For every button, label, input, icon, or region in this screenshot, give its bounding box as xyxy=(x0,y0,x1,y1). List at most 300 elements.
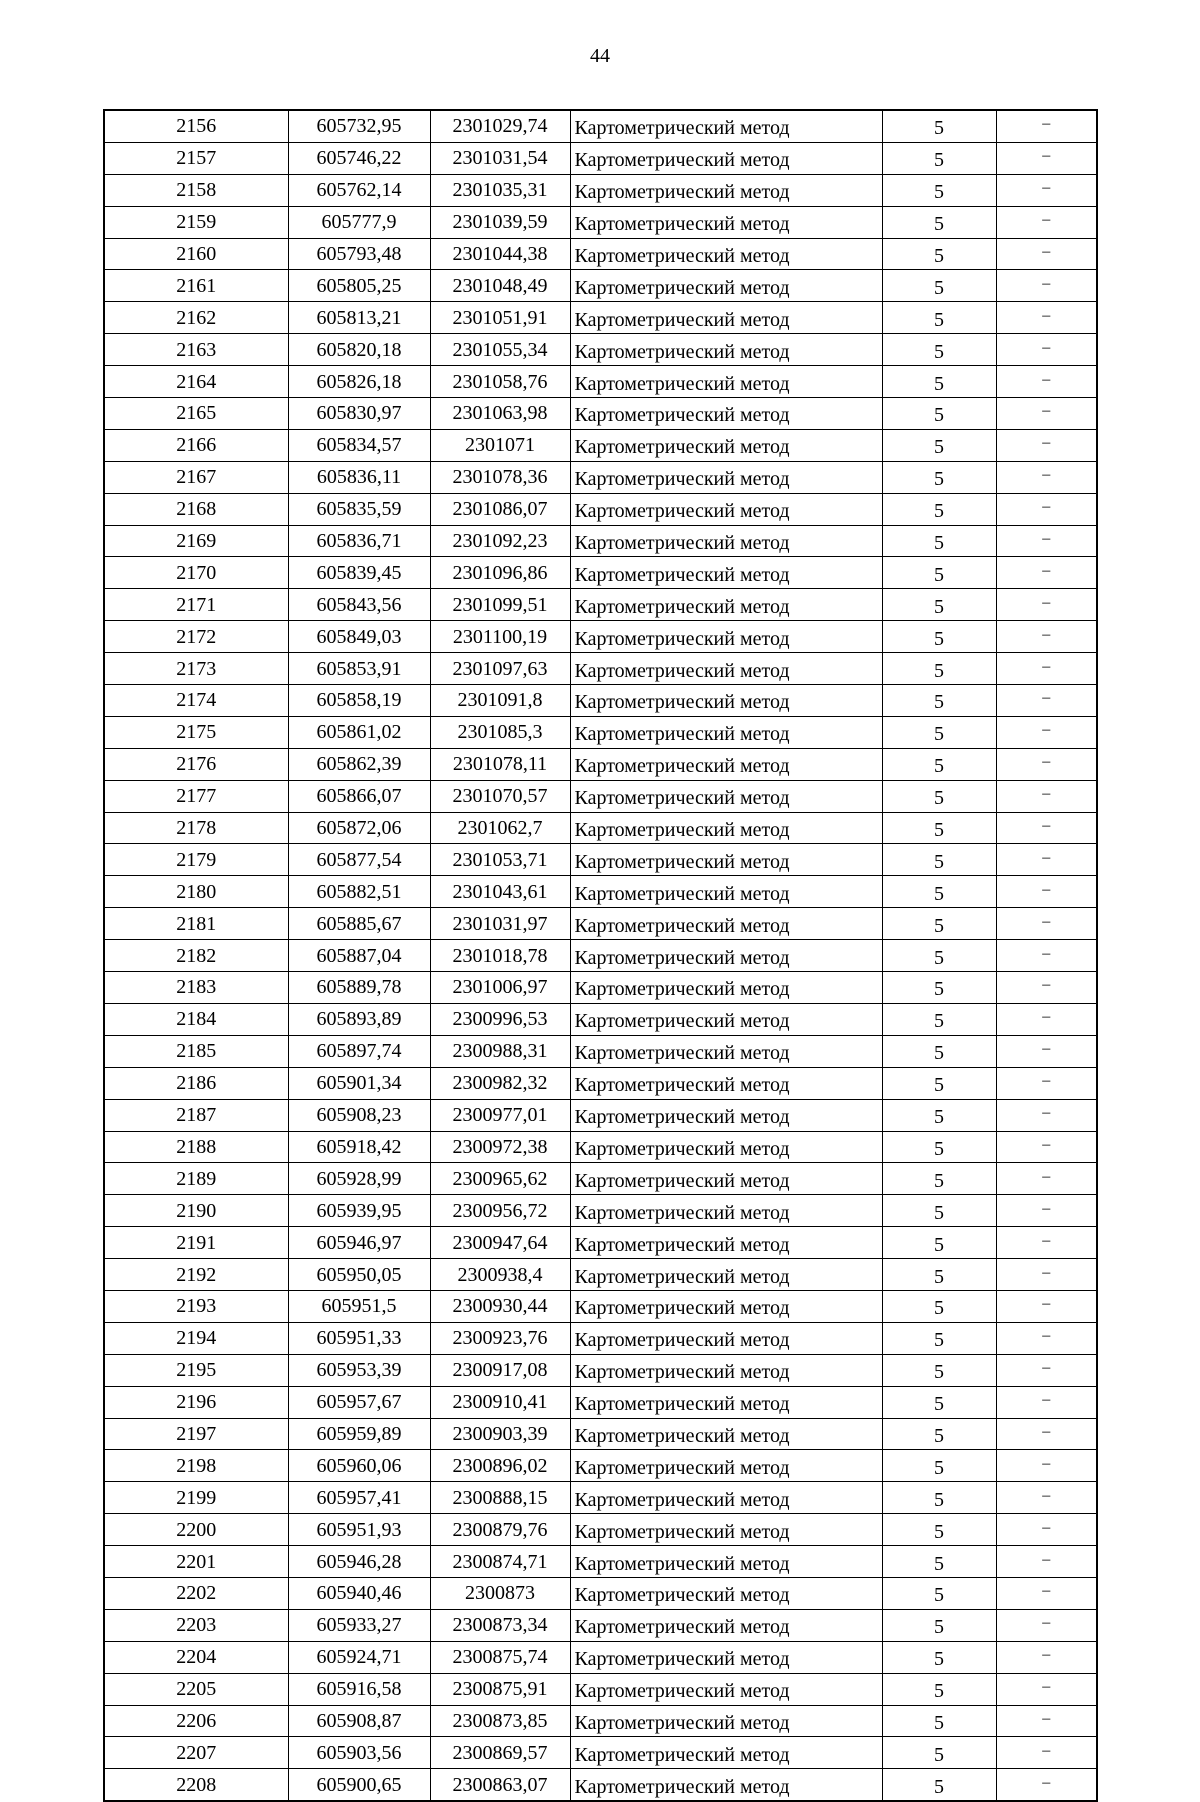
x-coordinate-cell: 605866,07 xyxy=(288,780,430,812)
table-row xyxy=(104,398,1097,430)
x-coordinate-cell: 605901,34 xyxy=(288,1067,430,1099)
precision-cell: 5 xyxy=(882,557,996,589)
precision-cell: 5 xyxy=(882,1769,996,1801)
method-cell: Картометрический метод xyxy=(570,1705,882,1737)
description-cell: – xyxy=(996,1195,1097,1227)
description-cell: – xyxy=(996,493,1097,525)
description-cell: – xyxy=(996,716,1097,748)
y-coordinate-cell: 2301043,61 xyxy=(430,876,570,908)
x-coordinate-cell: 605897,74 xyxy=(288,1035,430,1067)
x-coordinate-cell: 605908,23 xyxy=(288,1099,430,1131)
table-row xyxy=(104,1067,1097,1099)
point-number-cell: 2159 xyxy=(104,206,288,238)
y-coordinate-cell: 2300910,41 xyxy=(430,1386,570,1418)
table-row xyxy=(104,1737,1097,1769)
point-number-cell: 2168 xyxy=(104,493,288,525)
table-row xyxy=(104,461,1097,493)
table-row xyxy=(104,748,1097,780)
point-number-cell: 2195 xyxy=(104,1354,288,1386)
point-number-cell: 2194 xyxy=(104,1322,288,1354)
y-coordinate-cell: 2301071 xyxy=(430,429,570,461)
description-cell: – xyxy=(996,940,1097,972)
y-coordinate-cell: 2301086,07 xyxy=(430,493,570,525)
method-cell: Картометрический метод xyxy=(570,238,882,270)
y-coordinate-cell: 2300917,08 xyxy=(430,1354,570,1386)
table-row xyxy=(104,1514,1097,1546)
description-cell: – xyxy=(996,525,1097,557)
x-coordinate-cell: 605793,48 xyxy=(288,238,430,270)
description-cell: – xyxy=(996,1067,1097,1099)
table-row xyxy=(104,1195,1097,1227)
table-row xyxy=(104,1418,1097,1450)
precision-cell: 5 xyxy=(882,302,996,334)
method-cell: Картометрический метод xyxy=(570,557,882,589)
y-coordinate-cell: 2301031,54 xyxy=(430,142,570,174)
precision-cell: 5 xyxy=(882,1322,996,1354)
table-row xyxy=(104,653,1097,685)
table-row xyxy=(104,174,1097,206)
precision-cell: 5 xyxy=(882,1514,996,1546)
y-coordinate-cell: 2300977,01 xyxy=(430,1099,570,1131)
description-cell: – xyxy=(996,1322,1097,1354)
y-coordinate-cell: 2300873 xyxy=(430,1577,570,1609)
y-coordinate-cell: 2301044,38 xyxy=(430,238,570,270)
method-cell: Картометрический метод xyxy=(570,653,882,685)
table-row xyxy=(104,1705,1097,1737)
precision-cell: 5 xyxy=(882,1035,996,1067)
point-number-cell: 2160 xyxy=(104,238,288,270)
x-coordinate-cell: 605853,91 xyxy=(288,653,430,685)
precision-cell: 5 xyxy=(882,1577,996,1609)
precision-cell: 5 xyxy=(882,812,996,844)
precision-cell: 5 xyxy=(882,142,996,174)
y-coordinate-cell: 2300873,85 xyxy=(430,1705,570,1737)
point-number-cell: 2179 xyxy=(104,844,288,876)
precision-cell: 5 xyxy=(882,589,996,621)
table-row xyxy=(104,270,1097,302)
x-coordinate-cell: 605835,59 xyxy=(288,493,430,525)
method-cell: Картометрический метод xyxy=(570,1577,882,1609)
description-cell: – xyxy=(996,1354,1097,1386)
point-number-cell: 2181 xyxy=(104,908,288,940)
y-coordinate-cell: 2301078,11 xyxy=(430,748,570,780)
point-number-cell: 2199 xyxy=(104,1482,288,1514)
point-number-cell: 2163 xyxy=(104,334,288,366)
description-cell: – xyxy=(996,748,1097,780)
precision-cell: 5 xyxy=(882,429,996,461)
method-cell: Картометрический метод xyxy=(570,1641,882,1673)
x-coordinate-cell: 605834,57 xyxy=(288,429,430,461)
x-coordinate-cell: 605732,95 xyxy=(288,110,430,142)
point-number-cell: 2173 xyxy=(104,653,288,685)
x-coordinate-cell: 605957,67 xyxy=(288,1386,430,1418)
y-coordinate-cell: 2301097,63 xyxy=(430,653,570,685)
point-number-cell: 2200 xyxy=(104,1514,288,1546)
precision-cell: 5 xyxy=(882,621,996,653)
x-coordinate-cell: 605836,71 xyxy=(288,525,430,557)
x-coordinate-cell: 605928,99 xyxy=(288,1163,430,1195)
x-coordinate-cell: 605959,89 xyxy=(288,1418,430,1450)
precision-cell: 5 xyxy=(882,748,996,780)
precision-cell: 5 xyxy=(882,716,996,748)
y-coordinate-cell: 2300869,57 xyxy=(430,1737,570,1769)
x-coordinate-cell: 605889,78 xyxy=(288,972,430,1004)
description-cell: – xyxy=(996,1259,1097,1291)
table-row xyxy=(104,525,1097,557)
table-row xyxy=(104,206,1097,238)
method-cell: Картометрический метод xyxy=(570,525,882,557)
point-number-cell: 2156 xyxy=(104,110,288,142)
description-cell: – xyxy=(996,238,1097,270)
point-number-cell: 2191 xyxy=(104,1227,288,1259)
precision-cell: 5 xyxy=(882,1099,996,1131)
table-row xyxy=(104,1259,1097,1291)
y-coordinate-cell: 2301029,74 xyxy=(430,110,570,142)
precision-cell: 5 xyxy=(882,1673,996,1705)
point-number-cell: 2164 xyxy=(104,366,288,398)
table-row xyxy=(104,972,1097,1004)
y-coordinate-cell: 2300947,64 xyxy=(430,1227,570,1259)
point-number-cell: 2172 xyxy=(104,621,288,653)
description-cell: – xyxy=(996,589,1097,621)
y-coordinate-cell: 2300879,76 xyxy=(430,1514,570,1546)
table-row xyxy=(104,908,1097,940)
table-row xyxy=(104,1099,1097,1131)
method-cell: Картометрический метод xyxy=(570,1673,882,1705)
point-number-cell: 2204 xyxy=(104,1641,288,1673)
description-cell: – xyxy=(996,1577,1097,1609)
description-cell: – xyxy=(996,461,1097,493)
point-number-cell: 2187 xyxy=(104,1099,288,1131)
point-number-cell: 2165 xyxy=(104,398,288,430)
table-row xyxy=(104,1227,1097,1259)
y-coordinate-cell: 2301062,7 xyxy=(430,812,570,844)
x-coordinate-cell: 605893,89 xyxy=(288,1003,430,1035)
x-coordinate-cell: 605836,11 xyxy=(288,461,430,493)
precision-cell: 5 xyxy=(882,1705,996,1737)
table-row xyxy=(104,1546,1097,1578)
x-coordinate-cell: 605849,03 xyxy=(288,621,430,653)
point-number-cell: 2174 xyxy=(104,685,288,717)
description-cell: – xyxy=(996,972,1097,1004)
point-number-cell: 2167 xyxy=(104,461,288,493)
x-coordinate-cell: 605940,46 xyxy=(288,1577,430,1609)
method-cell: Картометрический метод xyxy=(570,1354,882,1386)
description-cell: – xyxy=(996,1099,1097,1131)
method-cell: Картометрический метод xyxy=(570,1386,882,1418)
method-cell: Картометрический метод xyxy=(570,302,882,334)
method-cell: Картометрический метод xyxy=(570,908,882,940)
x-coordinate-cell: 605918,42 xyxy=(288,1131,430,1163)
table-row xyxy=(104,1577,1097,1609)
table-row xyxy=(104,1290,1097,1322)
point-number-cell: 2170 xyxy=(104,557,288,589)
table-row xyxy=(104,1641,1097,1673)
y-coordinate-cell: 2301063,98 xyxy=(430,398,570,430)
x-coordinate-cell: 605933,27 xyxy=(288,1609,430,1641)
y-coordinate-cell: 2300996,53 xyxy=(430,1003,570,1035)
point-number-cell: 2166 xyxy=(104,429,288,461)
y-coordinate-cell: 2300873,34 xyxy=(430,1609,570,1641)
method-cell: Картометрический метод xyxy=(570,876,882,908)
table-row xyxy=(104,621,1097,653)
table-row xyxy=(104,110,1097,142)
method-cell: Картометрический метод xyxy=(570,1003,882,1035)
y-coordinate-cell: 2300874,71 xyxy=(430,1546,570,1578)
precision-cell: 5 xyxy=(882,366,996,398)
y-coordinate-cell: 2301051,91 xyxy=(430,302,570,334)
method-cell: Картометрический метод xyxy=(570,493,882,525)
y-coordinate-cell: 2300896,02 xyxy=(430,1450,570,1482)
precision-cell: 5 xyxy=(882,653,996,685)
y-coordinate-cell: 2301018,78 xyxy=(430,940,570,972)
point-number-cell: 2188 xyxy=(104,1131,288,1163)
y-coordinate-cell: 2300923,76 xyxy=(430,1322,570,1354)
point-number-cell: 2190 xyxy=(104,1195,288,1227)
x-coordinate-cell: 605953,39 xyxy=(288,1354,430,1386)
x-coordinate-cell: 605939,95 xyxy=(288,1195,430,1227)
point-number-cell: 2186 xyxy=(104,1067,288,1099)
method-cell: Картометрический метод xyxy=(570,780,882,812)
method-cell: Картометрический метод xyxy=(570,1099,882,1131)
x-coordinate-cell: 605951,33 xyxy=(288,1322,430,1354)
method-cell: Картометрический метод xyxy=(570,1609,882,1641)
description-cell: – xyxy=(996,621,1097,653)
y-coordinate-cell: 2301048,49 xyxy=(430,270,570,302)
description-cell: – xyxy=(996,844,1097,876)
method-cell: Картометрический метод xyxy=(570,1514,882,1546)
x-coordinate-cell: 605826,18 xyxy=(288,366,430,398)
x-coordinate-cell: 605861,02 xyxy=(288,716,430,748)
point-number-cell: 2183 xyxy=(104,972,288,1004)
description-cell: – xyxy=(996,1482,1097,1514)
precision-cell: 5 xyxy=(882,1067,996,1099)
description-cell: – xyxy=(996,206,1097,238)
precision-cell: 5 xyxy=(882,1482,996,1514)
method-cell: Картометрический метод xyxy=(570,142,882,174)
table-row xyxy=(104,940,1097,972)
y-coordinate-cell: 2301055,34 xyxy=(430,334,570,366)
point-number-cell: 2193 xyxy=(104,1290,288,1322)
method-cell: Картометрический метод xyxy=(570,748,882,780)
method-cell: Картометрический метод xyxy=(570,716,882,748)
table-row xyxy=(104,1354,1097,1386)
y-coordinate-cell: 2301100,19 xyxy=(430,621,570,653)
description-cell: – xyxy=(996,812,1097,844)
description-cell: – xyxy=(996,1705,1097,1737)
method-cell: Картометрический метод xyxy=(570,1067,882,1099)
y-coordinate-cell: 2301091,8 xyxy=(430,685,570,717)
point-number-cell: 2206 xyxy=(104,1705,288,1737)
table-row xyxy=(104,589,1097,621)
precision-cell: 5 xyxy=(882,1386,996,1418)
table-row xyxy=(104,1131,1097,1163)
method-cell: Картометрический метод xyxy=(570,972,882,1004)
description-cell: – xyxy=(996,1450,1097,1482)
precision-cell: 5 xyxy=(882,1546,996,1578)
y-coordinate-cell: 2301053,71 xyxy=(430,844,570,876)
method-cell: Картометрический метод xyxy=(570,366,882,398)
point-number-cell: 2207 xyxy=(104,1737,288,1769)
precision-cell: 5 xyxy=(882,1418,996,1450)
y-coordinate-cell: 2300956,72 xyxy=(430,1195,570,1227)
method-cell: Картометрический метод xyxy=(570,621,882,653)
method-cell: Картометрический метод xyxy=(570,940,882,972)
description-cell: – xyxy=(996,1641,1097,1673)
precision-cell: 5 xyxy=(882,876,996,908)
point-number-cell: 2203 xyxy=(104,1609,288,1641)
table-row xyxy=(104,1450,1097,1482)
method-cell: Картометрический метод xyxy=(570,270,882,302)
y-coordinate-cell: 2301058,76 xyxy=(430,366,570,398)
precision-cell: 5 xyxy=(882,1003,996,1035)
point-number-cell: 2178 xyxy=(104,812,288,844)
y-coordinate-cell: 2300972,38 xyxy=(430,1131,570,1163)
method-cell: Картометрический метод xyxy=(570,429,882,461)
x-coordinate-cell: 605887,04 xyxy=(288,940,430,972)
precision-cell: 5 xyxy=(882,780,996,812)
precision-cell: 5 xyxy=(882,334,996,366)
x-coordinate-cell: 605872,06 xyxy=(288,812,430,844)
y-coordinate-cell: 2300888,15 xyxy=(430,1482,570,1514)
description-cell: – xyxy=(996,1003,1097,1035)
description-cell: – xyxy=(996,398,1097,430)
point-number-cell: 2177 xyxy=(104,780,288,812)
y-coordinate-cell: 2301099,51 xyxy=(430,589,570,621)
method-cell: Картометрический метод xyxy=(570,1131,882,1163)
method-cell: Картометрический метод xyxy=(570,685,882,717)
precision-cell: 5 xyxy=(882,1195,996,1227)
point-number-cell: 2175 xyxy=(104,716,288,748)
x-coordinate-cell: 605924,71 xyxy=(288,1641,430,1673)
x-coordinate-cell: 605877,54 xyxy=(288,844,430,876)
description-cell: – xyxy=(996,1673,1097,1705)
x-coordinate-cell: 605908,87 xyxy=(288,1705,430,1737)
table-row xyxy=(104,238,1097,270)
x-coordinate-cell: 605839,45 xyxy=(288,557,430,589)
method-cell: Картометрический метод xyxy=(570,398,882,430)
table-row xyxy=(104,1003,1097,1035)
method-cell: Картометрический метод xyxy=(570,1290,882,1322)
table-row xyxy=(104,142,1097,174)
method-cell: Картометрический метод xyxy=(570,1322,882,1354)
table-row xyxy=(104,844,1097,876)
y-coordinate-cell: 2301070,57 xyxy=(430,780,570,812)
description-cell: – xyxy=(996,1546,1097,1578)
method-cell: Картометрический метод xyxy=(570,461,882,493)
method-cell: Картометрический метод xyxy=(570,174,882,206)
description-cell: – xyxy=(996,302,1097,334)
precision-cell: 5 xyxy=(882,525,996,557)
table-row xyxy=(104,876,1097,908)
point-number-cell: 2208 xyxy=(104,1769,288,1801)
point-number-cell: 2198 xyxy=(104,1450,288,1482)
x-coordinate-cell: 605777,9 xyxy=(288,206,430,238)
x-coordinate-cell: 605858,19 xyxy=(288,685,430,717)
x-coordinate-cell: 605885,67 xyxy=(288,908,430,940)
table-row xyxy=(104,366,1097,398)
point-number-cell: 2162 xyxy=(104,302,288,334)
table-row xyxy=(104,1769,1097,1801)
page-number: 44 xyxy=(590,45,610,67)
y-coordinate-cell: 2301085,3 xyxy=(430,716,570,748)
table-row xyxy=(104,1386,1097,1418)
y-coordinate-cell: 2301092,23 xyxy=(430,525,570,557)
x-coordinate-cell: 605951,93 xyxy=(288,1514,430,1546)
x-coordinate-cell: 605960,06 xyxy=(288,1450,430,1482)
method-cell: Картометрический метод xyxy=(570,589,882,621)
method-cell: Картометрический метод xyxy=(570,1195,882,1227)
point-number-cell: 2157 xyxy=(104,142,288,174)
x-coordinate-cell: 605830,97 xyxy=(288,398,430,430)
point-number-cell: 2196 xyxy=(104,1386,288,1418)
y-coordinate-cell: 2301031,97 xyxy=(430,908,570,940)
point-number-cell: 2169 xyxy=(104,525,288,557)
description-cell: – xyxy=(996,908,1097,940)
description-cell: – xyxy=(996,685,1097,717)
point-number-cell: 2202 xyxy=(104,1577,288,1609)
description-cell: – xyxy=(996,429,1097,461)
precision-cell: 5 xyxy=(882,908,996,940)
table-row xyxy=(104,1673,1097,1705)
method-cell: Картометрический метод xyxy=(570,1035,882,1067)
table-row xyxy=(104,429,1097,461)
coordinates-table-body xyxy=(104,110,1097,1801)
description-cell: – xyxy=(996,557,1097,589)
point-number-cell: 2189 xyxy=(104,1163,288,1195)
y-coordinate-cell: 2300903,39 xyxy=(430,1418,570,1450)
x-coordinate-cell: 605957,41 xyxy=(288,1482,430,1514)
table-row xyxy=(104,685,1097,717)
precision-cell: 5 xyxy=(882,1450,996,1482)
precision-cell: 5 xyxy=(882,1163,996,1195)
precision-cell: 5 xyxy=(882,461,996,493)
y-coordinate-cell: 2301078,36 xyxy=(430,461,570,493)
description-cell: – xyxy=(996,174,1097,206)
precision-cell: 5 xyxy=(882,972,996,1004)
description-cell: – xyxy=(996,1418,1097,1450)
table-row xyxy=(104,780,1097,812)
method-cell: Картометрический метод xyxy=(570,1546,882,1578)
precision-cell: 5 xyxy=(882,1290,996,1322)
x-coordinate-cell: 605946,28 xyxy=(288,1546,430,1578)
method-cell: Картометрический метод xyxy=(570,1769,882,1801)
description-cell: – xyxy=(996,1163,1097,1195)
description-cell: – xyxy=(996,1131,1097,1163)
description-cell: – xyxy=(996,876,1097,908)
method-cell: Картометрический метод xyxy=(570,1737,882,1769)
description-cell: – xyxy=(996,1386,1097,1418)
y-coordinate-cell: 2301006,97 xyxy=(430,972,570,1004)
x-coordinate-cell: 605916,58 xyxy=(288,1673,430,1705)
precision-cell: 5 xyxy=(882,1737,996,1769)
x-coordinate-cell: 605903,56 xyxy=(288,1737,430,1769)
x-coordinate-cell: 605946,97 xyxy=(288,1227,430,1259)
method-cell: Картометрический метод xyxy=(570,1163,882,1195)
precision-cell: 5 xyxy=(882,685,996,717)
y-coordinate-cell: 2300938,4 xyxy=(430,1259,570,1291)
method-cell: Картометрический метод xyxy=(570,1227,882,1259)
precision-cell: 5 xyxy=(882,1131,996,1163)
description-cell: – xyxy=(996,270,1097,302)
y-coordinate-cell: 2301096,86 xyxy=(430,557,570,589)
point-number-cell: 2201 xyxy=(104,1546,288,1578)
x-coordinate-cell: 605762,14 xyxy=(288,174,430,206)
y-coordinate-cell: 2300988,31 xyxy=(430,1035,570,1067)
precision-cell: 5 xyxy=(882,1259,996,1291)
table-row xyxy=(104,1035,1097,1067)
point-number-cell: 2185 xyxy=(104,1035,288,1067)
